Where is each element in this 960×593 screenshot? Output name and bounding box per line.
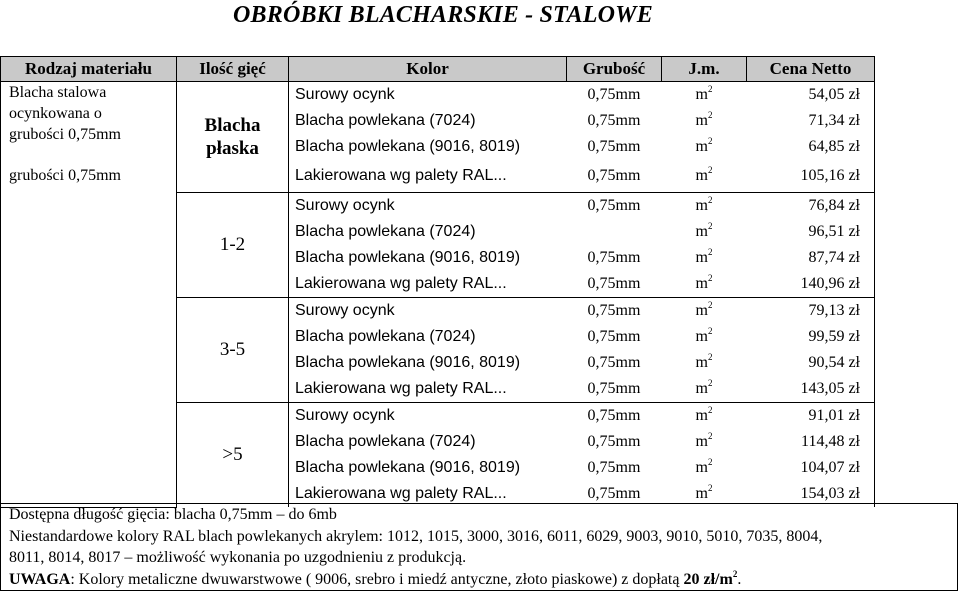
unit-cell: $m^2$	[695, 326, 713, 345]
color-cell: Lakierowana wg palety RAL...	[295, 485, 507, 502]
thickness-cell: 0,75mm	[587, 328, 641, 345]
price-cell: 79,13 zł	[747, 298, 875, 325]
color-cell: Lakierowana wg palety RAL...	[289, 376, 567, 403]
price-cell: 64,85 zł	[747, 134, 875, 160]
color-cell: Blacha powlekana (7024)	[295, 112, 476, 129]
thickness-cell: 0,75mm	[567, 376, 662, 403]
price-cell: 99,59 zł	[747, 324, 875, 350]
price-cell: 71,34 zł	[747, 108, 875, 134]
price-cell: 96,51 zł	[747, 219, 875, 245]
color-cell: Blacha powlekana (9016, 8019)	[295, 138, 521, 155]
color-cell: Blacha powlekana (9016, 8019)	[295, 354, 521, 371]
price-cell: 140,96 zł	[747, 271, 875, 298]
material-line-2: ocynkowana o	[9, 105, 102, 122]
color-cell: Surowy ocynk	[295, 86, 395, 103]
color-cell: Lakierowana wg palety RAL...	[289, 160, 567, 193]
unit-cell: $m^2$	[662, 376, 747, 403]
price-table	[0, 56, 875, 508]
thickness-cell: 0,75mm	[587, 302, 641, 319]
page-title: OBRÓBKI BLACHARSKIE - STALOWE	[233, 2, 653, 28]
unit-cell: $m^2$	[695, 84, 713, 103]
material-line-3: grubości 0,75mm	[9, 126, 121, 143]
price-cell: 76,84 zł	[747, 193, 875, 220]
material-cell-continued	[1, 160, 177, 507]
price-cell: 114,48 zł	[747, 429, 875, 455]
bends-cell: >5	[177, 403, 289, 508]
unit-cell: $m^2$	[662, 271, 747, 298]
thickness-cell: 0,75mm	[587, 138, 641, 155]
header-unit: J.m.	[662, 57, 747, 82]
thickness-cell: 0,75mm	[587, 197, 641, 214]
header-thickness: Grubość	[567, 57, 662, 82]
color-cell: Surowy ocynk	[295, 197, 395, 214]
price-cell: 143,05 zł	[747, 376, 875, 403]
color-cell: Blacha powlekana (9016, 8019)	[295, 249, 521, 266]
thickness-cell: 0,75mm	[587, 86, 641, 103]
unit-cell: $m^2$	[695, 405, 713, 424]
bends-cell: Blacha płaska	[177, 82, 289, 193]
unit-cell: $m^2$	[695, 483, 713, 502]
color-cell: Blacha powlekana (7024)	[295, 328, 476, 345]
price-cell: 105,16 zł	[747, 160, 875, 193]
color-cell: Lakierowana wg palety RAL...	[289, 271, 567, 298]
unit-cell: $m^2$	[695, 457, 713, 476]
price-cell: 54,05 zł	[747, 82, 875, 109]
color-cell: Blacha powlekana (7024)	[295, 223, 476, 240]
thickness-cell: 0,75mm	[587, 407, 641, 424]
header-price: Cena Netto	[747, 57, 875, 82]
unit-cell: $m^2$	[695, 221, 713, 240]
thickness-cell: 0,75mm	[587, 112, 641, 129]
unit-cell: $m^2$	[662, 160, 747, 193]
header-bends: Ilość gięć	[177, 57, 289, 82]
table-header-row	[1, 57, 875, 82]
material-line-4: grubości 0,75mm	[9, 167, 121, 184]
price-cell: 104,07 zł	[747, 455, 875, 481]
color-cell: Blacha powlekana (7024)	[295, 433, 476, 450]
bends-cell: 1-2	[177, 193, 289, 298]
material-cell	[1, 82, 177, 161]
table-row	[1, 82, 875, 109]
unit-cell: $m^2$	[695, 195, 713, 214]
unit-cell: $m^2$	[695, 352, 713, 371]
unit-cell: $m^2$	[695, 247, 713, 266]
bends-cell: 3-5	[177, 298, 289, 403]
material-line-1: Blacha stalowa	[9, 84, 107, 101]
thickness-cell: 0,75mm	[587, 433, 641, 450]
price-cell: 154,03 zł	[747, 481, 875, 507]
header-color: Kolor	[289, 57, 567, 82]
thickness-cell: 0,75mm	[587, 249, 641, 266]
unit-cell: $m^2$	[695, 136, 713, 155]
thickness-cell: 0,75mm	[567, 160, 662, 193]
thickness-cell: 0,75mm	[587, 354, 641, 371]
price-cell: 91,01 zł	[747, 403, 875, 430]
color-cell: Surowy ocynk	[295, 302, 395, 319]
note-ral-colors-continued: 8011, 8014, 8017 – możliwość wykonania po uzgodnieniu z produkcją.	[9, 549, 467, 566]
color-cell: Surowy ocynk	[295, 407, 395, 424]
thickness-cell: 0,75mm	[587, 485, 641, 502]
color-cell: Blacha powlekana (9016, 8019)	[295, 459, 521, 476]
thickness-cell: 0,75mm	[587, 459, 641, 476]
unit-cell: $m^2$	[695, 431, 713, 450]
thickness-cell: 0,75mm	[567, 271, 662, 298]
note-warning: UWAGA: Kolory metaliczne dwuwarstwowe ( 9006, srebro i miedź antyczne, złoto piaskowe) z dopłatą 20 $zł/m^2$.	[9, 568, 742, 588]
notes-box	[0, 503, 958, 591]
unit-cell: $m^2$	[695, 300, 713, 319]
note-bend-length: Dostępna długość gięcia: blacha 0,75mm – do 6mb	[9, 506, 337, 523]
thickness-cell	[567, 219, 662, 245]
header-material: Rodzaj materiału	[1, 57, 177, 82]
table-row	[1, 160, 875, 193]
note-ral-colors: Niestandardowe kolory RAL blach powlekanych akrylem: 1012, 1015, 3000, 3016, 6011, 6029, 9003, 9010, 5010, 7035, 8004,	[9, 527, 823, 545]
unit-cell: $m^2$	[695, 110, 713, 129]
price-cell: 87,74 zł	[747, 245, 875, 271]
price-cell: 90,54 zł	[747, 350, 875, 376]
